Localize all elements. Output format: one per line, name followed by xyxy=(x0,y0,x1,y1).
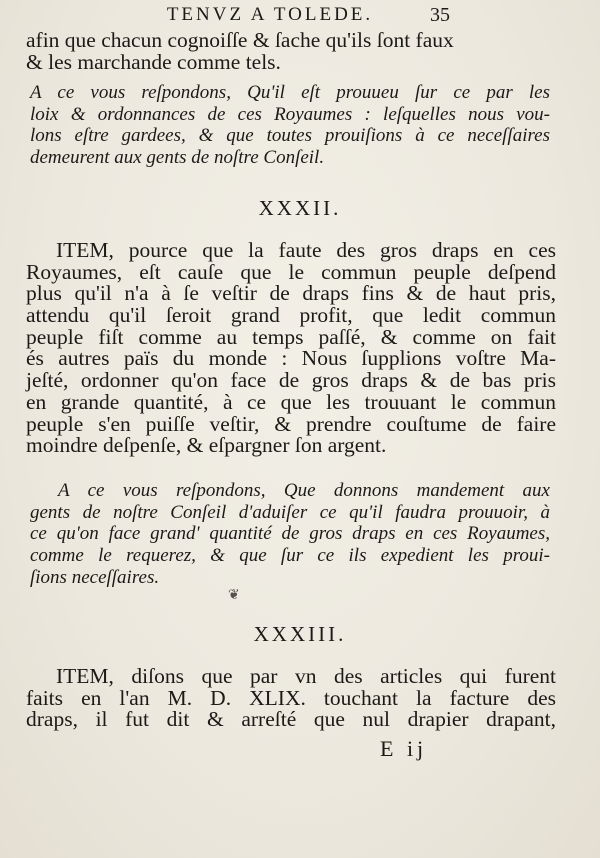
text-line: A ce vous reſpondons, Qu'il eſt prouueu ſur ce par les xyxy=(30,82,550,103)
text-line: gents de noſtre Conſeil d'aduiſer ce qu'il faudra prouuoir, à xyxy=(30,501,550,523)
text-line: peuple fiſt comme au temps paſſé, & comme on fait xyxy=(26,324,556,349)
text-line: faits en l'an M. D. XLIX. touchant la facture des xyxy=(26,685,556,710)
text-line: és autres païs du monde : Nous ſupplions voſtre Ma- xyxy=(26,346,556,371)
text-line: ITEM, pource que la faute des gros draps en ces xyxy=(56,238,556,262)
text-line: Royaumes, eſt cauſe que le commun peuple deſpend xyxy=(26,259,556,284)
text-line: ITEM, diſons que par vn des articles qui furent xyxy=(56,664,556,688)
text-line: demeurent aux gents de noſtre Conſeil. xyxy=(30,147,325,169)
text-line: jeſté, ordonner qu'on face de gros draps & de bas pris xyxy=(26,368,556,393)
text-line: en grande quantité, à ce que les trouuant le commun xyxy=(26,389,556,414)
running-title: TENVZ A TOLEDE. xyxy=(166,4,374,25)
text-line: loix & ordonnances de ces Royaumes : leſquelles nous vou- xyxy=(30,103,550,125)
text-line: ſions neceſſaires. xyxy=(30,566,160,588)
page-number: 35 xyxy=(430,4,450,26)
royal-response-2 xyxy=(30,480,550,588)
article-33-text xyxy=(26,666,556,731)
royal-response-1 xyxy=(30,82,550,169)
text-line: afin que chacun cognoiſſe & ſache qu'ils ſont faux xyxy=(26,28,454,52)
text-line: lons eſtre gardees, & que toutes prouiſions à ce neceſſaires xyxy=(30,125,550,147)
text-line: attendu qu'il ſeroit grand profit, que ledit commun xyxy=(26,303,556,328)
article-32-text xyxy=(26,240,556,457)
text-line: comme le requerez, & que ſur ce ils expedient les proui- xyxy=(30,545,550,567)
signature-mark: E ij xyxy=(380,736,428,761)
paragraph-continuation xyxy=(26,30,556,73)
text-line: plus qu'il n'a à ſe veſtir de draps fins & de haut pris, xyxy=(26,281,556,306)
text-line: ce qu'on face grand' quantité de gros draps en ces Royaumes, xyxy=(30,523,550,545)
text-line: A ce vous reſpondons, Que donnons mandement aux xyxy=(58,480,550,501)
text-line: & les marchande comme tels. xyxy=(26,49,281,74)
text-line: moindre deſpenſe, & eſpargner ſon argent. xyxy=(26,433,387,458)
text-line: draps, il fut dit & arreſté que nul drapier drapant, xyxy=(26,707,556,732)
article-heading-33: XXXIII. xyxy=(253,622,347,646)
text-line: peuple s'en puiſſe veſtir, & prendre couſtume de faire xyxy=(26,411,556,436)
article-heading-32: XXXII. xyxy=(258,196,342,220)
ornament: ❦ xyxy=(228,588,240,603)
